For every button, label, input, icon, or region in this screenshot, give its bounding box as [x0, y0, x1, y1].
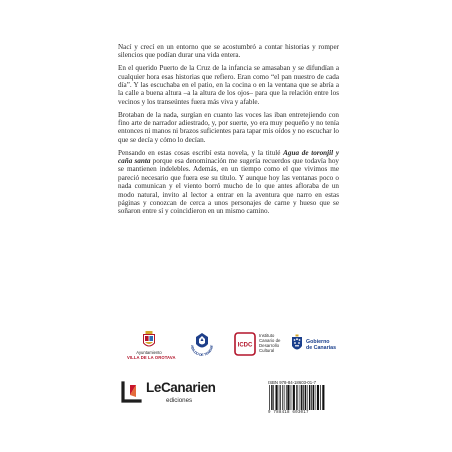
- cabildo-caption: ABILDO DE TENERIF: [189, 344, 215, 358]
- barcode-bar: [286, 385, 287, 410]
- orotava-caption-line1: Ayuntamiento: [136, 350, 162, 355]
- gobierno-canarias-caption: [306, 339, 336, 351]
- barcode-bar: [273, 385, 274, 410]
- barcode-bar: [271, 385, 272, 410]
- barcode-bar: [305, 385, 306, 410]
- barcode-bars: [268, 385, 338, 411]
- text-run: Brotaban de la nada, surgían en cuanto las voces las iban entretejiendo con fino arte de narrador adiestrado, y, por suerte, yo era muy pequeño y no tenía entonces ni manos ni brazos suficientes para tapar mis oídos y no escuchar lo que se decía y cómo lo decían.: [118, 110, 339, 144]
- icdc-mark-text: ICDC: [237, 342, 253, 349]
- barcode-bar: [300, 385, 301, 410]
- barcode-bar: [275, 385, 277, 410]
- synopsis-paragraph: [118, 111, 339, 145]
- orotava-logo: [127, 330, 176, 364]
- synopsis-paragraph: [118, 149, 339, 216]
- synopsis-paragraph: [118, 64, 339, 106]
- text-run: porque esa denominación me sugería recuerdos que todavía hoy se mantienen indelebles. Además, en un tiempo como el que vivimos me pareció necesario que fuera ese su título. Y aunque hoy las ventanas poco o nada comunican y el viento borró mucho de lo que antes afloraba de un modo natural, invito al lector a entrar en la aventura que narro en estas páginas y conozcan de cerca a unos personajes de carne y hueso que se soñaron entre sí y coincidieron en un mismo camino.: [118, 157, 339, 216]
- sponsor-logos: [0, 330, 452, 370]
- cabildo-tenerife-emblem-icon: [187, 330, 217, 360]
- barcode-bar: [322, 385, 324, 410]
- icdc-caption-line1: Instituto: [259, 333, 275, 338]
- barcode-bar: [269, 385, 270, 410]
- icdc-mark-icon: [234, 332, 256, 356]
- synopsis-paragraph: [118, 43, 339, 60]
- barcode-bar: [313, 385, 314, 410]
- synopsis-text: [118, 43, 339, 220]
- barcode-bar: [303, 385, 304, 410]
- icdc-caption-line2: Canario de: [259, 338, 281, 343]
- isbn-label: ISBN 978-84-18603-01-7: [268, 380, 317, 385]
- text-run: Pensando en estas cosas escribí esta novela, y la titulé: [118, 148, 284, 157]
- barcode-bar: [296, 385, 297, 410]
- text-run: En el querido Puerto de la Cruz de la infancia se amasaban y se difundían a cualquier hora esas historias que refiero. Eran como “el pan nuestro de cada día”. Y las escuchaba en el patio, en la cocina o en la ventana que se abría a la calle a buena altura –a la altura de los ojos– para que la relación entre los vecinos y los transeúntes fuera más viva y afable.: [118, 64, 339, 106]
- icdc-caption-line4: Cultural: [259, 348, 275, 353]
- barcode-bar: [287, 385, 289, 410]
- publisher-logo: [118, 377, 238, 407]
- book-title-in-text: Agua de toronjil y caña santa: [118, 148, 339, 166]
- barcode-bar: [293, 385, 295, 410]
- gobierno-caption-line2: de Canarias: [306, 345, 337, 351]
- gobierno-canarias-emblem-icon: [289, 334, 305, 356]
- barcode-bar: [282, 385, 283, 410]
- barcode-bar: [309, 385, 310, 410]
- cabildo-logo: [187, 330, 217, 364]
- publisher-name: LeCanarien: [146, 380, 216, 395]
- barcode-bar: [280, 385, 281, 410]
- gobierno-canarias-logo: [289, 334, 341, 360]
- lecanarien-mark-icon: [118, 377, 144, 405]
- barcode-bar: [284, 385, 285, 410]
- barcode-bar: [297, 385, 298, 410]
- barcode-bar: [311, 385, 312, 410]
- barcode-bar: [320, 385, 321, 410]
- barcode-digits: 9 788418 603017: [268, 411, 309, 415]
- publisher-subtitle: ediciones: [166, 397, 193, 404]
- orotava-coat-of-arms-icon: [129, 330, 169, 350]
- barcode-bar: [301, 385, 302, 410]
- orotava-caption-line2: VILLA DE LA OROTAVA: [127, 355, 176, 360]
- text-run: Nací y crecí en un entorno que se acostumbró a contar historias y romper silencios que podían durar una vida entera.: [118, 43, 339, 60]
- barcode-bar: [307, 385, 308, 410]
- barcode-bar: [279, 385, 280, 410]
- isbn-barcode: [268, 380, 338, 418]
- barcode-bar: [315, 385, 316, 410]
- icdc-caption: [259, 333, 280, 353]
- barcode-bar: [291, 385, 292, 410]
- icdc-logo: [234, 332, 286, 362]
- icdc-caption-line3: Desarrollo: [259, 343, 280, 348]
- gobierno-caption-line1: Gobierno: [306, 339, 330, 345]
- barcode-bar: [317, 385, 319, 410]
